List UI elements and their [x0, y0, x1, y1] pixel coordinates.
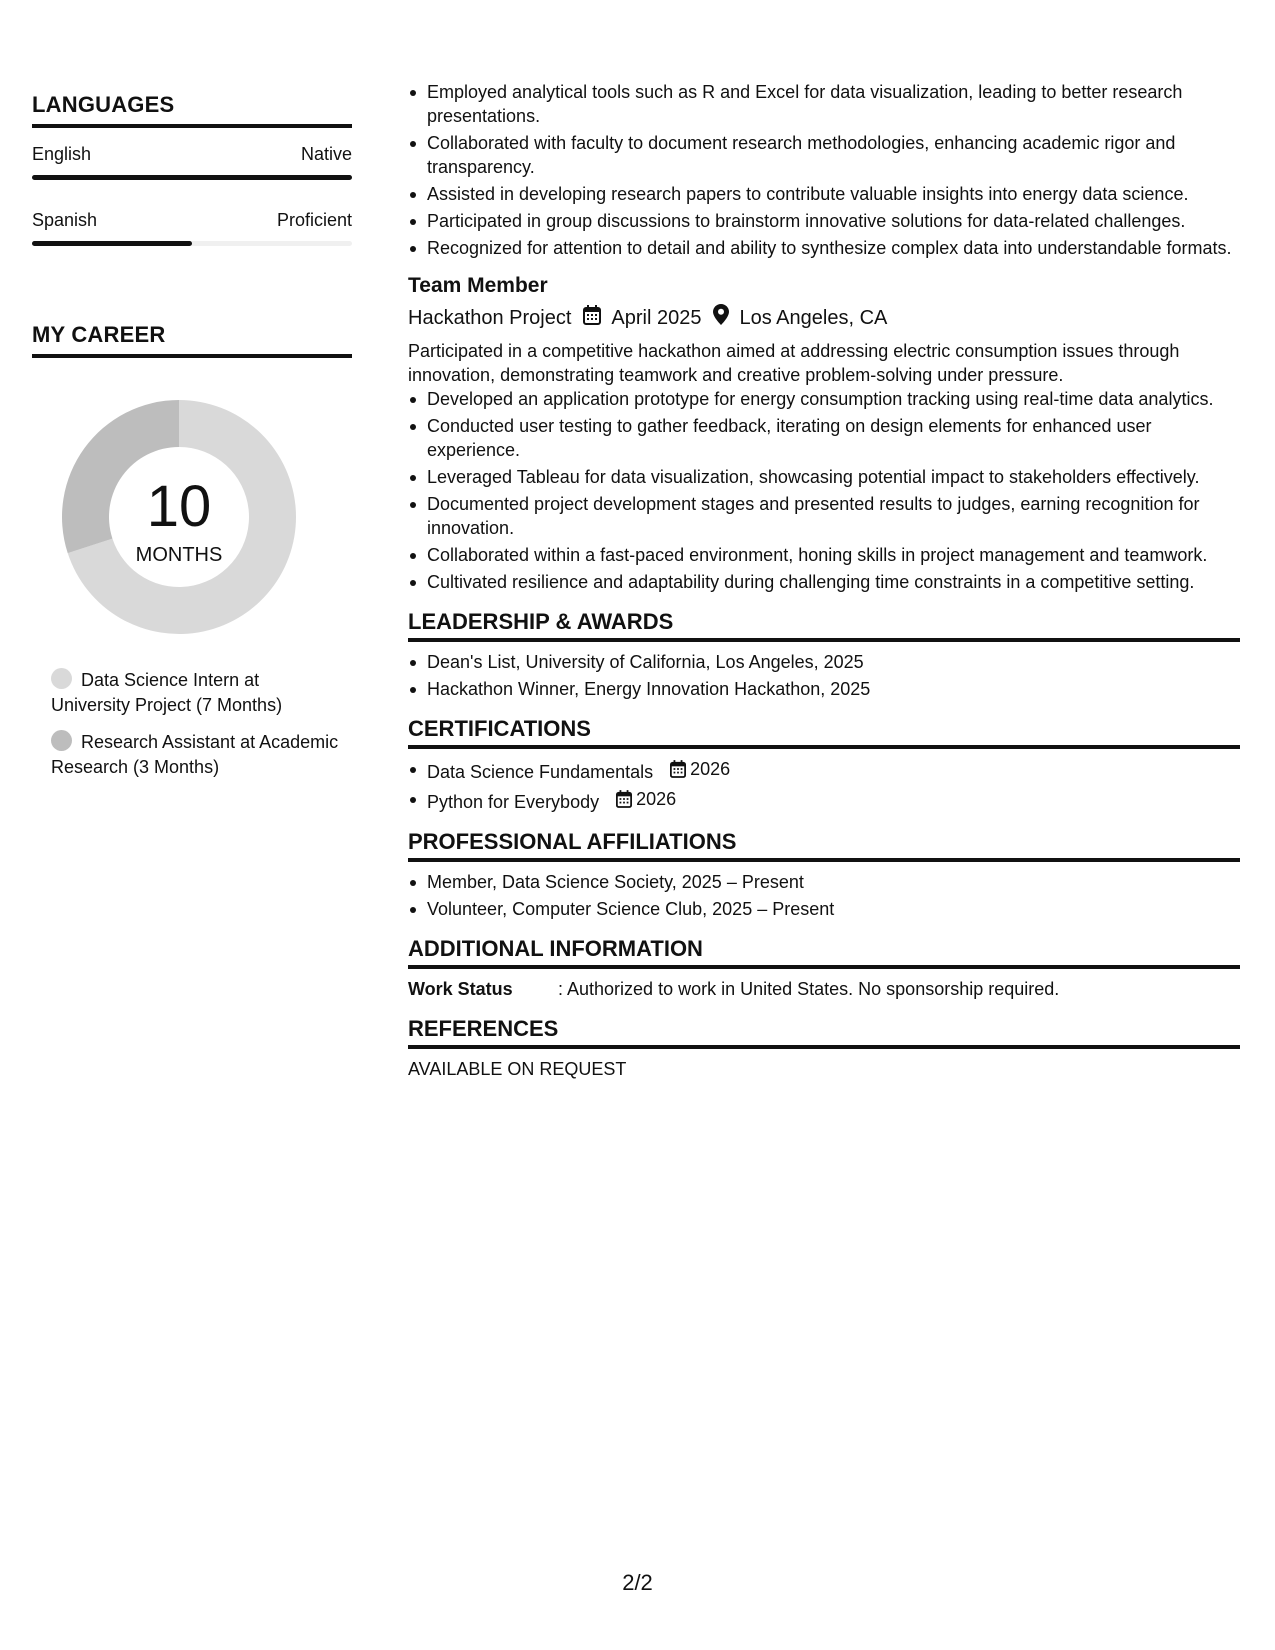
language-proficiency-fill [32, 241, 192, 246]
legend-dot [51, 668, 72, 689]
legend-dot [51, 730, 72, 751]
cert-year: 2026 [690, 759, 731, 779]
job-entry [408, 274, 1240, 594]
language-proficiency-bar [32, 241, 352, 246]
career-legend [51, 668, 352, 780]
location-pin-icon [713, 304, 729, 331]
job-meta [408, 304, 1240, 331]
cert-year: 2026 [636, 789, 677, 809]
additional-info-heading: ADDITIONAL INFORMATION [408, 937, 1240, 969]
list-item: Dean's List, University of California, Los Angeles, 2025 [427, 650, 1240, 674]
work-status-value: : Authorized to work in United States. No sponsorship required. [558, 979, 1060, 999]
calendar-icon [670, 760, 686, 778]
references-section [408, 1017, 1240, 1081]
language-spanish [32, 210, 352, 246]
list-item: Leveraged Tableau for data visualization, showcasing potential impact to stakeholders effectively. [427, 465, 1240, 489]
donut-center [54, 392, 304, 642]
references-heading: REFERENCES [408, 1017, 1240, 1049]
left-column [32, 92, 352, 780]
list-item: Member, Data Science Society, 2025 – Present [427, 870, 1240, 894]
affiliations-section [408, 830, 1240, 921]
work-status-label: Work Status [408, 979, 513, 999]
awards-list [408, 650, 1240, 701]
language-english [32, 144, 352, 180]
language-name: English [32, 144, 92, 164]
job-bullets [408, 387, 1240, 594]
cert-name: Python for Everybody [427, 792, 600, 812]
right-column [408, 80, 1240, 1081]
list-item: Volunteer, Computer Science Club, 2025 – Present [427, 897, 1240, 921]
career-donut-chart [54, 392, 304, 642]
affiliations-heading: PROFESSIONAL AFFILIATIONS [408, 830, 1240, 862]
cert-name: Data Science Fundamentals [427, 762, 654, 782]
list-item: Assisted in developing research papers to contribute valuable insights into energy data science. [427, 182, 1240, 206]
prev-job-bullets [408, 80, 1240, 260]
additional-info-section [408, 937, 1240, 1001]
list-item: Recognized for attention to detail and ability to synthesize complex data into understandable formats. [427, 236, 1240, 260]
certifications-list [408, 757, 1240, 814]
job-title: Team Member [408, 274, 548, 297]
page-number: 2/2 [622, 1570, 653, 1595]
job-description: Participated in a competitive hackathon aimed at addressing electric consumption issues through innovation, demonstrating teamwork and creative problem-solving under pressure. [408, 341, 1180, 385]
list-item: Collaborated with faculty to document research methodologies, enhancing academic rigor and transparency. [427, 131, 1240, 179]
cert-year-wrap [670, 757, 730, 781]
career-legend-item [51, 668, 341, 718]
affiliations-list [408, 870, 1240, 921]
career-total-months: 10 [146, 474, 212, 539]
languages-heading: LANGUAGES [32, 92, 352, 128]
language-level: Proficient [276, 210, 352, 230]
language-name: Spanish [32, 210, 98, 230]
list-item: Hackathon Winner, Energy Innovation Hackathon, 2025 [427, 677, 1240, 701]
career-section [32, 322, 352, 780]
job-company: Hackathon Project [408, 306, 572, 329]
calendar-icon [616, 790, 632, 808]
job-location: Los Angeles, CA [739, 306, 888, 329]
list-item: Employed analytical tools such as R and Excel for data visualization, leading to better research presentations. [427, 80, 1240, 128]
list-item [427, 757, 1240, 784]
list-item: Participated in group discussions to brainstorm innovative solutions for data-related challenges. [427, 209, 1240, 233]
language-level: Native [300, 144, 352, 164]
awards-heading: LEADERSHIP & AWARDS [408, 610, 1240, 642]
list-item: Collaborated within a fast-paced environment, honing skills in project management and teamwork. [427, 543, 1240, 567]
references-text: AVAILABLE ON REQUEST [408, 1059, 627, 1079]
career-legend-item [51, 730, 341, 780]
list-item: Conducted user testing to gather feedback, iterating on design elements for enhanced user experience. [427, 414, 1240, 462]
calendar-icon [583, 305, 601, 331]
job-date: April 2025 [611, 306, 702, 329]
awards-section [408, 610, 1240, 701]
cert-year-wrap [616, 787, 676, 811]
language-proficiency-fill [32, 175, 352, 180]
list-item [427, 787, 1240, 814]
career-heading: MY CAREER [32, 322, 352, 358]
legend-label: Research Assistant at Academic Research (3 Months) [51, 732, 339, 777]
list-item: Cultivated resilience and adaptability during challenging time constraints in a competitive setting. [427, 570, 1240, 594]
list-item: Documented project development stages and presented results to judges, earning recognition for innovation. [427, 492, 1240, 540]
language-proficiency-bar [32, 175, 352, 180]
certifications-heading: CERTIFICATIONS [408, 717, 1240, 749]
work-status-row [408, 977, 1240, 1001]
certifications-section [408, 717, 1240, 814]
career-total-unit: MONTHS [135, 544, 223, 566]
legend-label: Data Science Intern at University Project (7 Months) [51, 670, 283, 715]
list-item: Developed an application prototype for energy consumption tracking using real-time data analytics. [427, 387, 1240, 411]
languages-section [32, 92, 352, 246]
